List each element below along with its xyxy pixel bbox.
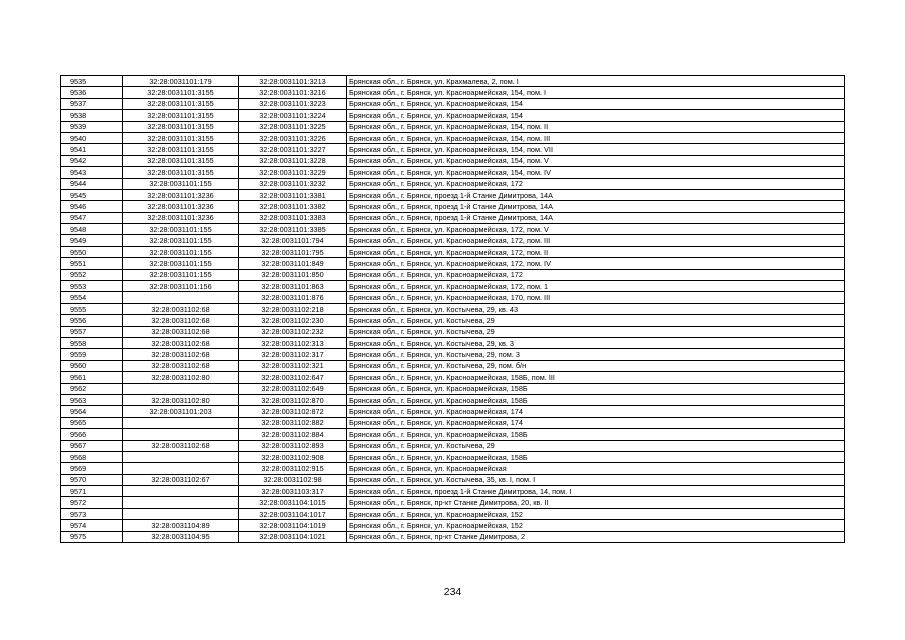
parcel-number-cell <box>123 508 239 519</box>
address-cell: Брянская обл., г. Брянск, ул. Костычева, 29, кв. 3 <box>347 337 845 348</box>
table-row <box>61 429 845 440</box>
row-number-cell: 9572 <box>61 497 123 508</box>
address-cell: Брянская обл., г. Брянск, ул. Красноармейская, 172 <box>347 269 845 280</box>
cadastral-number-cell: 32:28:0031103:317 <box>239 486 347 497</box>
table-row <box>61 144 845 155</box>
parcel-number-cell: 32:28:0031101:3155 <box>123 155 239 166</box>
parcel-number-cell <box>123 429 239 440</box>
row-number-cell: 9566 <box>61 429 123 440</box>
row-number-cell: 9561 <box>61 372 123 383</box>
address-cell: Брянская обл., г. Брянск, ул. Красноармейская, 154, пом. VII <box>347 144 845 155</box>
parcel-number-cell: 32:28:0031102:68 <box>123 315 239 326</box>
address-cell: Брянская обл., г. Брянск, ул. Красноармейская, 154, пом. II <box>347 121 845 132</box>
parcel-number-cell <box>123 383 239 394</box>
table-row <box>61 326 845 337</box>
cadastral-number-cell: 32:28:0031101:3232 <box>239 178 347 189</box>
cadastral-number-cell: 32:28:0031102:908 <box>239 451 347 462</box>
cadastral-number-cell: 32:28:0031101:3213 <box>239 76 347 87</box>
row-number-cell: 9545 <box>61 189 123 200</box>
table-row <box>61 178 845 189</box>
table-row <box>61 132 845 143</box>
parcel-number-cell <box>123 451 239 462</box>
table-row <box>61 531 845 542</box>
cadastral-number-cell: 32:28:0031102:872 <box>239 406 347 417</box>
cadastral-number-cell: 32:28:0031102:313 <box>239 337 347 348</box>
table-row <box>61 212 845 223</box>
row-number-cell: 9554 <box>61 292 123 303</box>
row-number-cell: 9562 <box>61 383 123 394</box>
address-cell: Брянская обл., г. Брянск, ул. Красноармейская, 154, пом. V <box>347 155 845 166</box>
cadastral-number-cell: 32:28:0031101:3228 <box>239 155 347 166</box>
address-cell: Брянская обл., г. Брянск, ул. Красноармейская, 174 <box>347 417 845 428</box>
address-cell: Брянская обл., г. Брянск, ул. Костычева, 29 <box>347 440 845 451</box>
table-row <box>61 520 845 531</box>
address-cell: Брянская обл., г. Брянск, ул. Красноармейская, 172, пом. III <box>347 235 845 246</box>
parcel-number-cell <box>123 497 239 508</box>
address-cell: Брянская обл., г. Брянск, ул. Красноармейская, 172, пом. 1 <box>347 281 845 292</box>
table-row <box>61 463 845 474</box>
parcel-number-cell: 32:28:0031101:3155 <box>123 87 239 98</box>
address-cell: Брянская обл., г. Брянск, ул. Красноармейская, 152 <box>347 508 845 519</box>
cadastral-number-cell: 32:28:0031102:232 <box>239 326 347 337</box>
parcel-number-cell: 32:28:0031101:3236 <box>123 201 239 212</box>
cadastral-number-cell: 32:28:0031104:1017 <box>239 508 347 519</box>
table-row <box>61 98 845 109</box>
row-number-cell: 9558 <box>61 337 123 348</box>
cadastral-number-cell: 32:28:0031102:98 <box>239 474 347 485</box>
table-row <box>61 246 845 257</box>
row-number-cell: 9540 <box>61 132 123 143</box>
row-number-cell: 9550 <box>61 246 123 257</box>
address-cell: Брянская обл., г. Брянск, проезд 1-й Станке Димитрова, 14А <box>347 201 845 212</box>
table-row <box>61 315 845 326</box>
row-number-cell: 9560 <box>61 360 123 371</box>
row-number-cell: 9544 <box>61 178 123 189</box>
cadastral-number-cell: 32:28:0031101:3229 <box>239 167 347 178</box>
parcel-number-cell: 32:28:0031101:155 <box>123 246 239 257</box>
table-row <box>61 155 845 166</box>
property-table <box>60 75 845 543</box>
table-row <box>61 360 845 371</box>
cadastral-number-cell: 32:28:0031102:317 <box>239 349 347 360</box>
address-cell: Брянская обл., г. Брянск, проезд 1-й Станке Димитрова, 14А <box>347 189 845 200</box>
address-cell: Брянская обл., г. Брянск, ул. Крахмалева, 2, пом. I <box>347 76 845 87</box>
address-cell: Брянская обл., г. Брянск, ул. Красноармейская, 172, пом. IV <box>347 258 845 269</box>
cadastral-number-cell: 32:28:0031101:863 <box>239 281 347 292</box>
table-row <box>61 349 845 360</box>
cadastral-number-cell: 32:28:0031104:1015 <box>239 497 347 508</box>
table-row <box>61 167 845 178</box>
parcel-number-cell <box>123 292 239 303</box>
parcel-number-cell: 32:28:0031101:3155 <box>123 110 239 121</box>
row-number-cell: 9557 <box>61 326 123 337</box>
parcel-number-cell: 32:28:0031102:68 <box>123 360 239 371</box>
cadastral-number-cell: 32:28:0031101:3223 <box>239 98 347 109</box>
table-row <box>61 486 845 497</box>
parcel-number-cell: 32:28:0031101:3155 <box>123 132 239 143</box>
table-row <box>61 497 845 508</box>
row-number-cell: 9552 <box>61 269 123 280</box>
address-cell: Брянская обл., г. Брянск, ул. Красноармейская, 154, пом. I <box>347 87 845 98</box>
cadastral-number-cell: 32:28:0031102:893 <box>239 440 347 451</box>
address-cell: Брянская обл., г. Брянск, ул. Красноармейская, 154, пом. III <box>347 132 845 143</box>
parcel-number-cell: 32:28:0031101:3155 <box>123 144 239 155</box>
parcel-number-cell: 32:28:0031101:179 <box>123 76 239 87</box>
address-cell: Брянская обл., г. Брянск, ул. Красноармейская, 154 <box>347 98 845 109</box>
row-number-cell: 9573 <box>61 508 123 519</box>
address-cell: Брянская обл., г. Брянск, ул. Костычева, 29, кв. 43 <box>347 303 845 314</box>
cadastral-number-cell: 32:28:0031102:230 <box>239 315 347 326</box>
address-cell: Брянская обл., г. Брянск, ул. Красноармейская, 158Б <box>347 429 845 440</box>
address-cell: Брянская обл., г. Брянск, ул. Костычева, 29, пом. б/н <box>347 360 845 371</box>
cadastral-number-cell: 32:28:0031102:647 <box>239 372 347 383</box>
cadastral-number-cell: 32:28:0031101:3226 <box>239 132 347 143</box>
cadastral-number-cell: 32:28:0031101:3383 <box>239 212 347 223</box>
cadastral-number-cell: 32:28:0031101:795 <box>239 246 347 257</box>
parcel-number-cell: 32:28:0031104:89 <box>123 520 239 531</box>
table-row <box>61 121 845 132</box>
row-number-cell: 9564 <box>61 406 123 417</box>
parcel-number-cell <box>123 417 239 428</box>
address-cell: Брянская обл., г. Брянск, ул. Красноармейская, 172 <box>347 178 845 189</box>
cadastral-number-cell: 32:28:0031101:850 <box>239 269 347 280</box>
table-row <box>61 406 845 417</box>
cadastral-number-cell: 32:28:0031102:870 <box>239 394 347 405</box>
table-row <box>61 110 845 121</box>
cadastral-number-cell: 32:28:0031101:3225 <box>239 121 347 132</box>
table-row <box>61 281 845 292</box>
cadastral-number-cell: 32:28:0031101:3227 <box>239 144 347 155</box>
parcel-number-cell: 32:28:0031101:155 <box>123 224 239 235</box>
cadastral-number-cell: 32:28:0031101:3381 <box>239 189 347 200</box>
address-cell: Брянская обл., г. Брянск, ул. Костычева, 29 <box>347 315 845 326</box>
cadastral-number-cell: 32:28:0031102:649 <box>239 383 347 394</box>
parcel-number-cell: 32:28:0031104:95 <box>123 531 239 542</box>
address-cell: Брянская обл., г. Брянск, ул. Красноармейская, 170, пом. III <box>347 292 845 303</box>
table-row <box>61 235 845 246</box>
address-cell: Брянская обл., г. Брянск, проезд 1-й Станке Димитрова, 14, пом. I <box>347 486 845 497</box>
table-row <box>61 394 845 405</box>
row-number-cell: 9549 <box>61 235 123 246</box>
parcel-number-cell: 32:28:0031101:203 <box>123 406 239 417</box>
table-row <box>61 76 845 87</box>
parcel-number-cell: 32:28:0031102:68 <box>123 349 239 360</box>
cadastral-number-cell: 32:28:0031101:3382 <box>239 201 347 212</box>
table-row <box>61 269 845 280</box>
row-number-cell: 9569 <box>61 463 123 474</box>
parcel-number-cell: 32:28:0031101:3155 <box>123 98 239 109</box>
address-cell: Брянская обл., г. Брянск, пр-кт Станке Димитрова, 2 <box>347 531 845 542</box>
address-cell: Брянская обл., г. Брянск, ул. Красноармейская, 154, пом. IV <box>347 167 845 178</box>
address-cell: Брянская обл., г. Брянск, ул. Красноармейская, 158Б <box>347 394 845 405</box>
row-number-cell: 9539 <box>61 121 123 132</box>
address-cell: Брянская обл., г. Брянск, ул. Костычева, 29 <box>347 326 845 337</box>
address-cell: Брянская обл., г. Брянск, ул. Красноармейская, 172, пом. V <box>347 224 845 235</box>
row-number-cell: 9565 <box>61 417 123 428</box>
table-row <box>61 189 845 200</box>
row-number-cell: 9574 <box>61 520 123 531</box>
table-row <box>61 440 845 451</box>
table-row <box>61 87 845 98</box>
row-number-cell: 9536 <box>61 87 123 98</box>
address-cell: Брянская обл., г. Брянск, ул. Красноармейская, 158Б, пом. III <box>347 372 845 383</box>
parcel-number-cell: 32:28:0031101:3236 <box>123 212 239 223</box>
parcel-number-cell: 32:28:0031101:3155 <box>123 121 239 132</box>
cadastral-number-cell: 32:28:0031104:1021 <box>239 531 347 542</box>
table-row <box>61 508 845 519</box>
address-cell: Брянская обл., г. Брянск, ул. Костычева, 35, кв. I, пом. I <box>347 474 845 485</box>
table-row <box>61 372 845 383</box>
row-number-cell: 9556 <box>61 315 123 326</box>
table-row <box>61 224 845 235</box>
parcel-number-cell: 32:28:0031101:155 <box>123 235 239 246</box>
cadastral-number-cell: 32:28:0031101:876 <box>239 292 347 303</box>
cadastral-number-cell: 32:28:0031101:3216 <box>239 87 347 98</box>
table-row <box>61 258 845 269</box>
cadastral-number-cell: 32:28:0031101:3224 <box>239 110 347 121</box>
row-number-cell: 9559 <box>61 349 123 360</box>
cadastral-number-cell: 32:28:0031102:882 <box>239 417 347 428</box>
table-row <box>61 451 845 462</box>
row-number-cell: 9541 <box>61 144 123 155</box>
row-number-cell: 9542 <box>61 155 123 166</box>
address-cell: Брянская обл., г. Брянск, ул. Красноармейская, 154 <box>347 110 845 121</box>
parcel-number-cell: 32:28:0031101:155 <box>123 178 239 189</box>
parcel-number-cell <box>123 463 239 474</box>
cadastral-number-cell: 32:28:0031102:218 <box>239 303 347 314</box>
page-number: 234 <box>443 586 462 598</box>
address-cell: Брянская обл., г. Брянск, ул. Костычева, 29, пом. 3 <box>347 349 845 360</box>
table-row <box>61 474 845 485</box>
parcel-number-cell: 32:28:0031102:68 <box>123 440 239 451</box>
row-number-cell: 9575 <box>61 531 123 542</box>
parcel-number-cell: 32:28:0031101:3236 <box>123 189 239 200</box>
row-number-cell: 9567 <box>61 440 123 451</box>
address-cell: Брянская обл., г. Брянск, проезд 1-й Станке Димитрова, 14А <box>347 212 845 223</box>
row-number-cell: 9568 <box>61 451 123 462</box>
table-row <box>61 337 845 348</box>
cadastral-number-cell: 32:28:0031101:794 <box>239 235 347 246</box>
parcel-number-cell: 32:28:0031102:80 <box>123 372 239 383</box>
address-cell: Брянская обл., г. Брянск, ул. Красноармейская <box>347 463 845 474</box>
parcel-number-cell: 32:28:0031102:68 <box>123 326 239 337</box>
address-cell: Брянская обл., г. Брянск, пр-кт Станке Димитрова, 20, кв. II <box>347 497 845 508</box>
address-cell: Брянская обл., г. Брянск, ул. Красноармейская, 158Б <box>347 383 845 394</box>
cadastral-number-cell: 32:28:0031101:849 <box>239 258 347 269</box>
row-number-cell: 9555 <box>61 303 123 314</box>
row-number-cell: 9538 <box>61 110 123 121</box>
table-row <box>61 303 845 314</box>
row-number-cell: 9547 <box>61 212 123 223</box>
cadastral-number-cell: 32:28:0031101:3385 <box>239 224 347 235</box>
row-number-cell: 9543 <box>61 167 123 178</box>
row-number-cell: 9571 <box>61 486 123 497</box>
row-number-cell: 9548 <box>61 224 123 235</box>
cadastral-number-cell: 32:28:0031102:915 <box>239 463 347 474</box>
row-number-cell: 9570 <box>61 474 123 485</box>
parcel-number-cell: 32:28:0031102:80 <box>123 394 239 405</box>
table-body <box>61 76 845 543</box>
address-cell: Брянская обл., г. Брянск, ул. Красноармейская, 152 <box>347 520 845 531</box>
address-cell: Брянская обл., г. Брянск, ул. Красноармейская, 174 <box>347 406 845 417</box>
parcel-number-cell: 32:28:0031102:68 <box>123 337 239 348</box>
parcel-number-cell: 32:28:0031101:155 <box>123 258 239 269</box>
parcel-number-cell: 32:28:0031101:3155 <box>123 167 239 178</box>
parcel-number-cell: 32:28:0031102:68 <box>123 303 239 314</box>
row-number-cell: 9535 <box>61 76 123 87</box>
parcel-number-cell: 32:28:0031101:155 <box>123 269 239 280</box>
table-row <box>61 383 845 394</box>
parcel-number-cell: 32:28:0031102:67 <box>123 474 239 485</box>
row-number-cell: 9553 <box>61 281 123 292</box>
address-cell: Брянская обл., г. Брянск, ул. Красноармейская, 158Б <box>347 451 845 462</box>
table-row <box>61 417 845 428</box>
parcel-number-cell <box>123 486 239 497</box>
table-row <box>61 292 845 303</box>
parcel-number-cell: 32:28:0031101:156 <box>123 281 239 292</box>
row-number-cell: 9537 <box>61 98 123 109</box>
address-cell: Брянская обл., г. Брянск, ул. Красноармейская, 172, пом. II <box>347 246 845 257</box>
row-number-cell: 9563 <box>61 394 123 405</box>
row-number-cell: 9546 <box>61 201 123 212</box>
cadastral-number-cell: 32:28:0031102:321 <box>239 360 347 371</box>
row-number-cell: 9551 <box>61 258 123 269</box>
cadastral-number-cell: 32:28:0031102:884 <box>239 429 347 440</box>
cadastral-number-cell: 32:28:0031104:1019 <box>239 520 347 531</box>
table-row <box>61 201 845 212</box>
